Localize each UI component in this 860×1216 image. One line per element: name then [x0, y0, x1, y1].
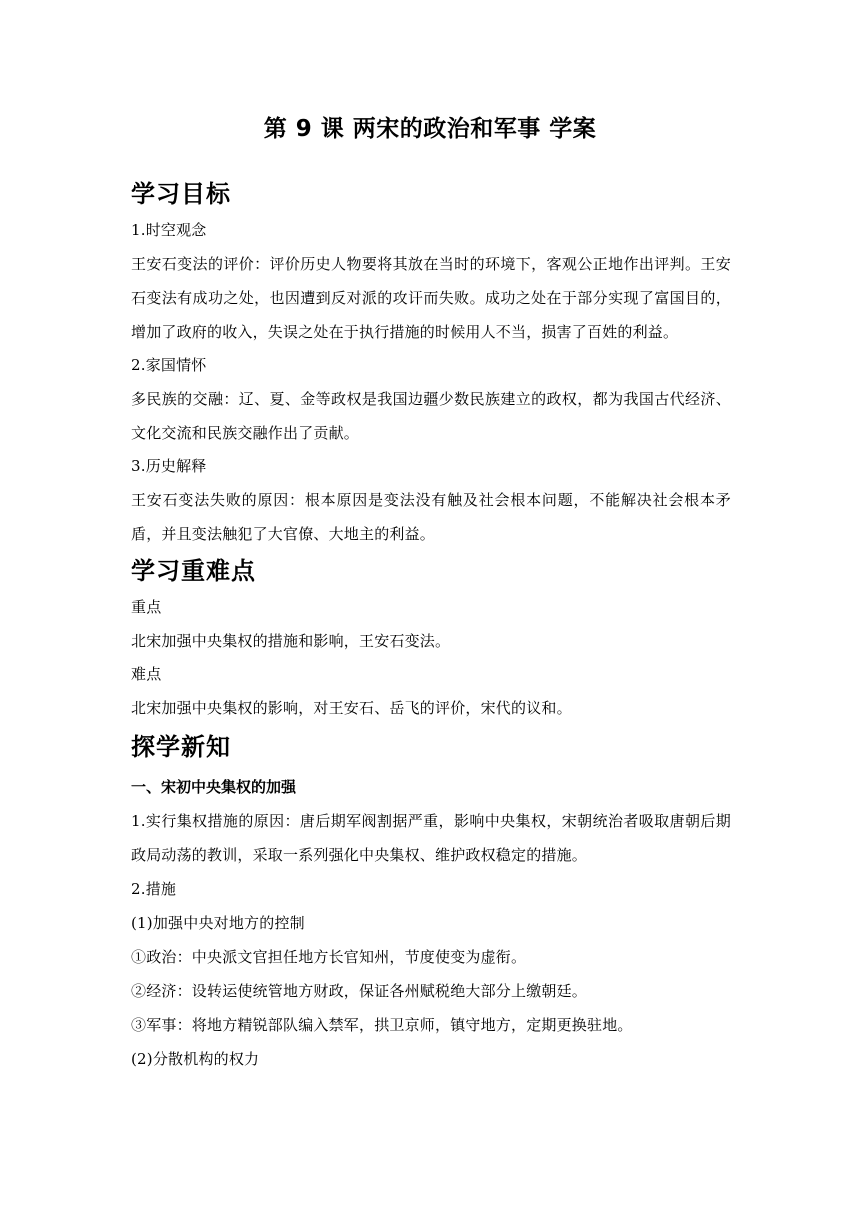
- goal-1-text: 王安石变法的评价：评价历史人物要将其放在当时的环境下，客观公正地作出评判。王安石变法有成功之处，也因遭到反对派的攻讦而失败。成功之处在于部分实现了富国目的，增加了政府的收入，失误之处在于执行措施的时候用人不当，损害了百姓的利益。: [131, 255, 731, 341]
- goal-2-label: 2.家国情怀: [131, 356, 207, 374]
- explore-paragraph-4: ①政治：中央派文官担任地方长官知州，节度使变为虚衔。: [131, 948, 527, 966]
- explore-paragraph-2: 2.措施: [131, 880, 177, 898]
- goal-1-label: 1.时空观念: [131, 221, 207, 239]
- difficulty-label: 难点: [131, 665, 162, 683]
- goal-3-label: 3.历史解释: [131, 457, 207, 475]
- document-body: [131, 174, 731, 1076]
- page-title: 第 9 课 两宋的政治和军事 学案: [263, 116, 597, 142]
- section-heading-keypoints: 学习重难点: [131, 557, 256, 585]
- section-heading-goals: 学习目标: [131, 180, 231, 208]
- explore-paragraph-3: (1)加强中央对地方的控制: [131, 914, 305, 932]
- goal-2-text: 多民族的交融：辽、夏、金等政权是我国边疆少数民族建立的政权，都为我国古代经济、文化交流和民族交融作出了贡献。: [131, 390, 731, 442]
- section-heading-explore: 探学新知: [131, 733, 231, 761]
- focus-label: 重点: [131, 598, 162, 616]
- explore-paragraph-6: ③军事：将地方精锐部队编入禁军，拱卫京师，镇守地方，定期更换驻地。: [131, 1016, 633, 1034]
- explore-paragraph-7: (2)分散机构的权力: [131, 1050, 260, 1068]
- explore-subheading: 一、宋初中央集权的加强: [131, 778, 297, 796]
- goal-3-text: 王安石变法失败的原因：根本原因是变法没有触及社会根本问题，不能解决社会根本矛盾，并且变法触犯了大官僚、大地主的利益。: [131, 491, 731, 543]
- explore-paragraph-5: ②经济：设转运使统管地方财政，保证各州赋税绝大部分上缴朝廷。: [131, 982, 588, 1000]
- difficulty-text: 北宋加强中央集权的影响，对王安石、岳飞的评价，宋代的议和。: [131, 699, 572, 717]
- explore-paragraph-1: 1.实行集权措施的原因：唐后期军阀割据严重，影响中央集权，宋朝统治者吸取唐朝后期政局动荡的教训，采取一系列强化中央集权、维护政权稳定的措施。: [131, 812, 731, 864]
- focus-text: 北宋加强中央集权的措施和影响，王安石变法。: [131, 632, 451, 650]
